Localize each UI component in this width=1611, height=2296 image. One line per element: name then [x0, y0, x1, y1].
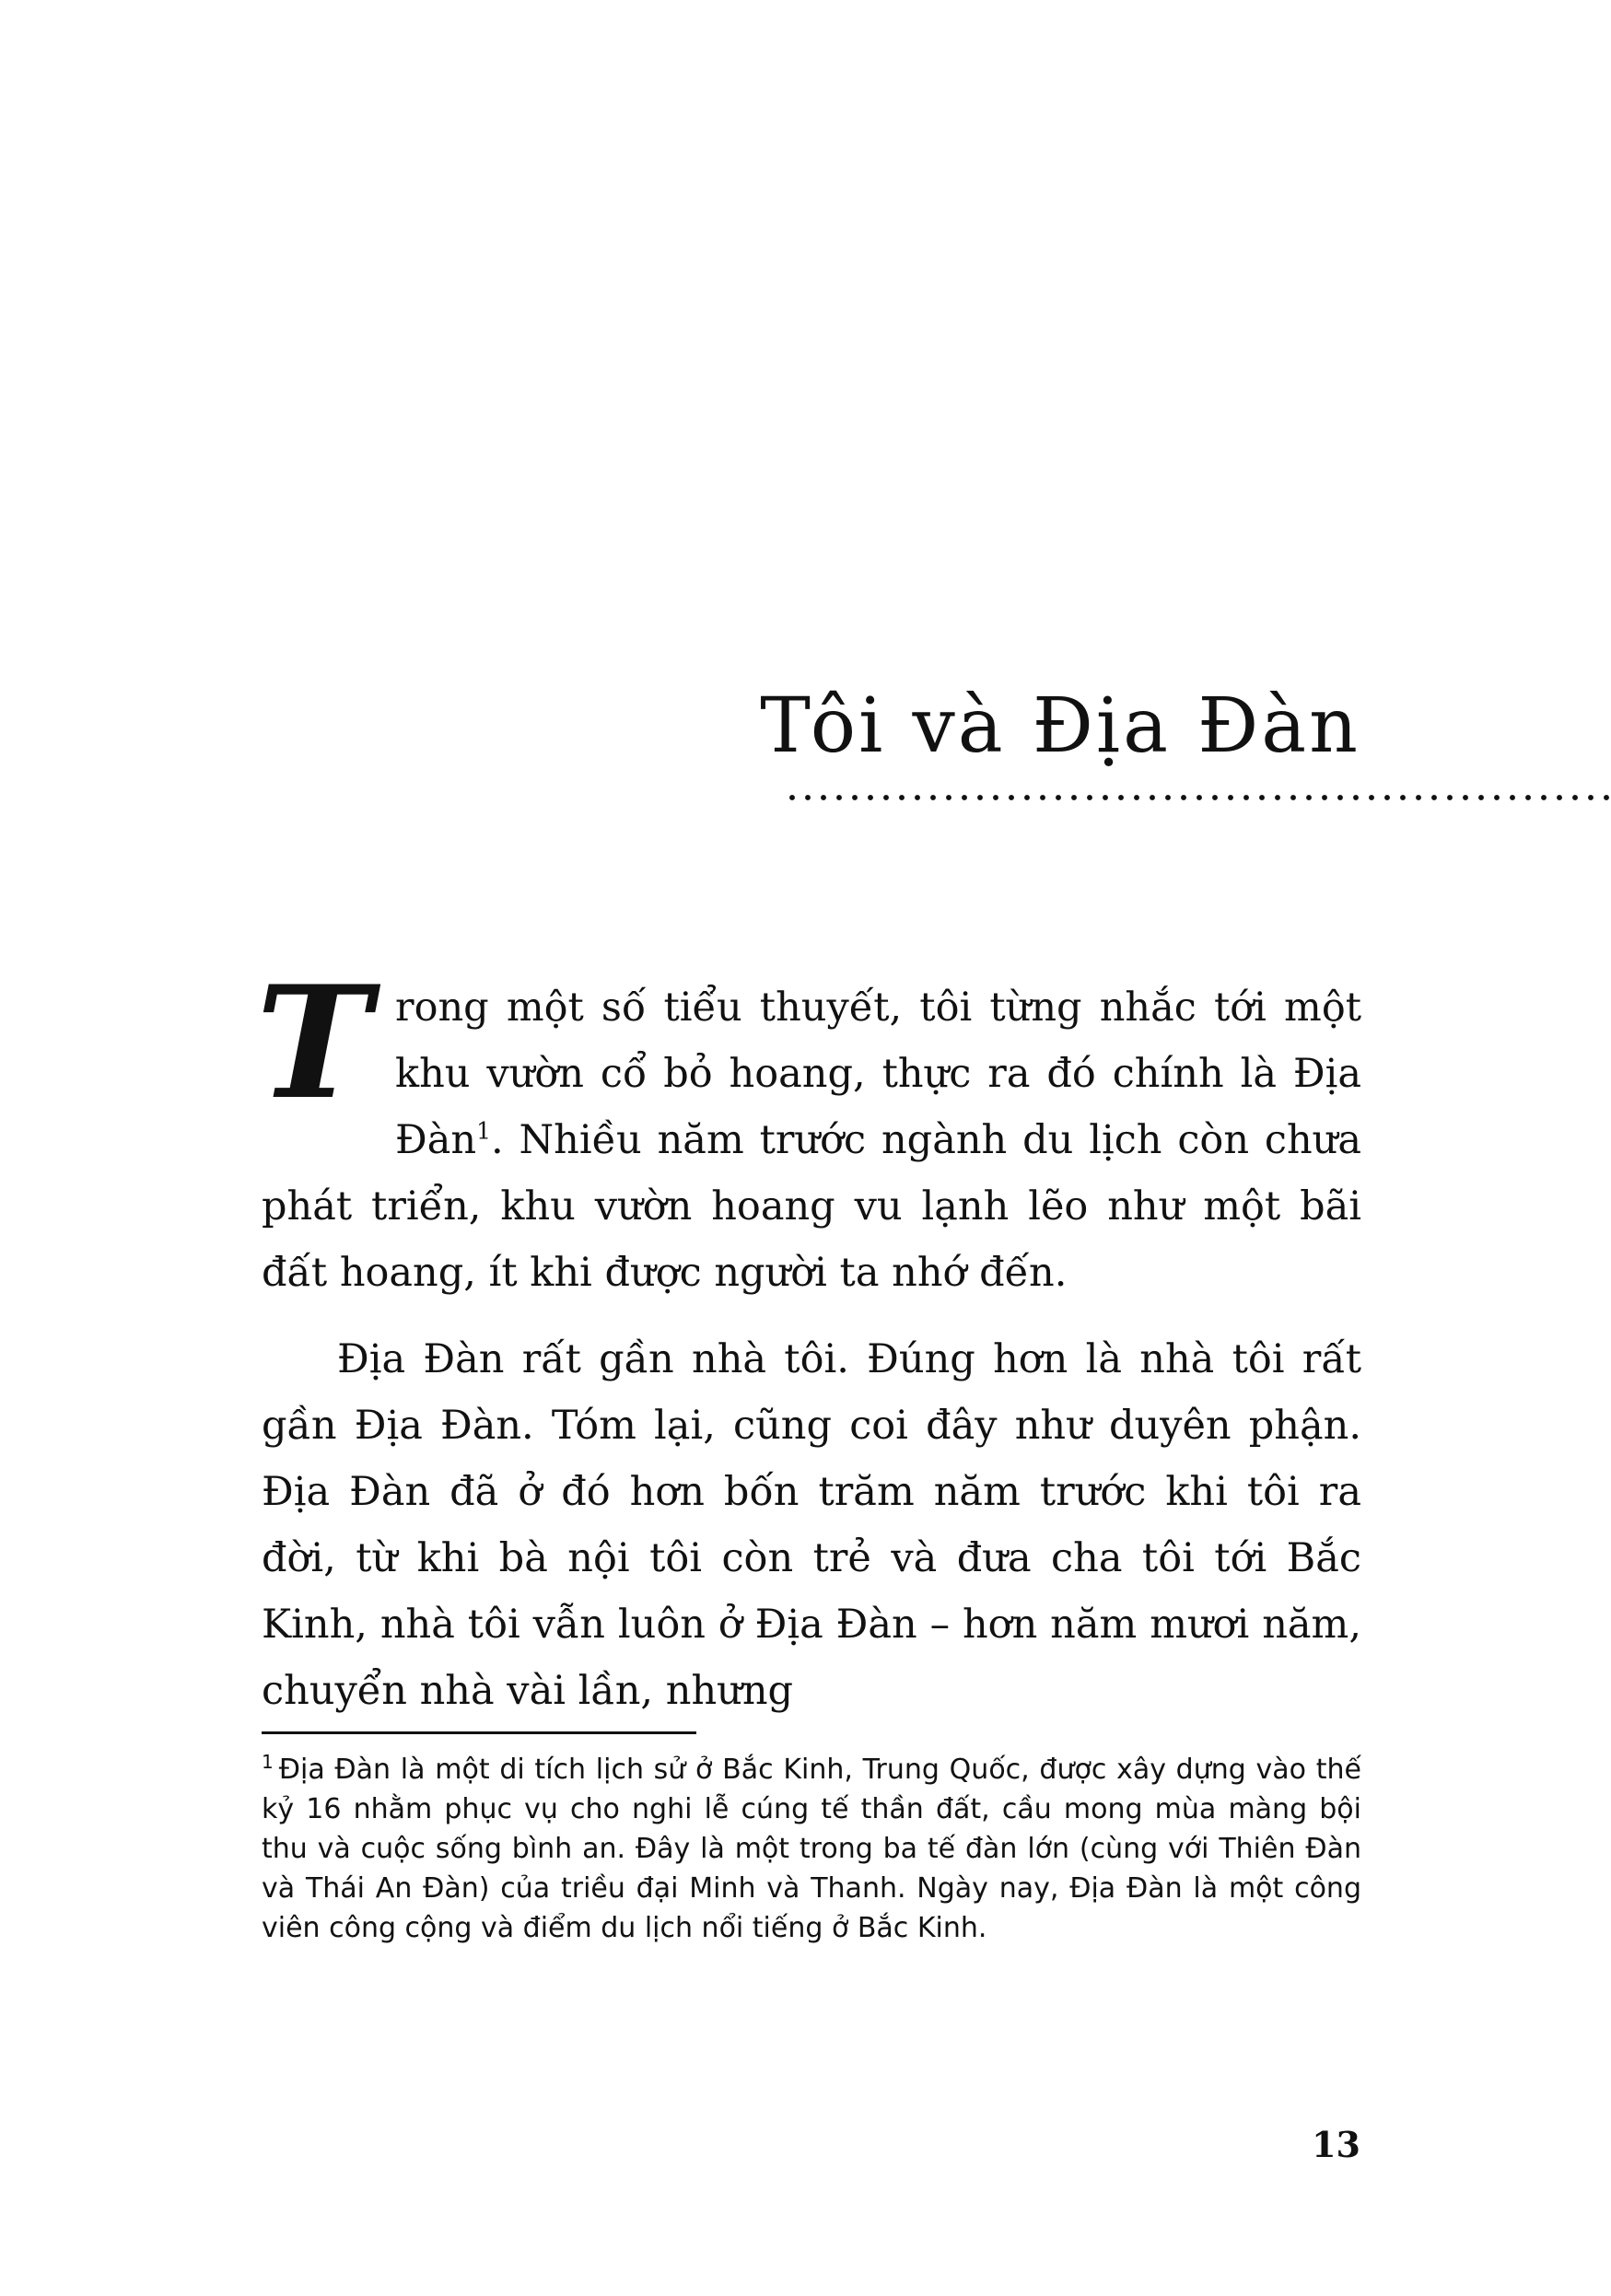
- drop-cap: T: [256, 951, 372, 1134]
- paragraph-2: Địa Đàn rất gần nhà tôi. Đúng hơn là nhà tôi rất gần Địa Đàn. Tóm lại, cũng coi đây như duyên phận. Địa Đàn đã ở đó hơn bốn trăm năm trước khi tôi ra đời, từ khi bà nội tôi còn trẻ và đưa cha tôi tới Bắc Kinh, nhà tôi vẫn luôn ở Địa Đàn – hơn năm mươi năm, chuyển nhà vài lần, nhưng: [262, 1336, 1361, 1714]
- title-dotted-rule: [788, 794, 1611, 801]
- body-text: [256, 951, 1361, 1724]
- page-number: 13: [1312, 2124, 1360, 2165]
- paragraph-1: [256, 951, 1361, 1306]
- paragraph-1-text-end: . Nhiều năm trước ngành du lịch còn chưa phát triển, khu vườn hoang vu lạnh lẽo như một bãi đất hoang, ít khi được người ta nhớ đến.: [262, 1117, 1361, 1296]
- paragraph-1-text-start: rong một số tiểu thuyết, tôi từng nhắc tới một khu vườn cổ bỏ hoang, thực ra đó chính là Địa Đàn: [395, 985, 1361, 1163]
- footnote: [262, 1750, 1361, 1948]
- footnote-divider: [262, 1731, 696, 1734]
- footnote-reference[interactable]: 1: [476, 1117, 491, 1145]
- footnote-text: Địa Đàn là một di tích lịch sử ở Bắc Kinh, Trung Quốc, được xây dựng vào thế kỷ 16 nhằm phục vụ cho nghi lễ cúng tế thần đất, cầu mong mùa màng bội thu và cuộc sống bình an. Đây là một trong ba tế đàn lớn (cùng với Thiên Đàn và Thái An Đàn) của triều đại Minh và Thanh. Ngày nay, Địa Đàn là một công viên công cộng và điểm du lịch nổi tiếng ở Bắc Kinh.: [262, 1754, 1361, 1944]
- chapter-title: Tôi và Địa Đàn: [760, 682, 1360, 770]
- footnote-mark: 1: [262, 1751, 274, 1773]
